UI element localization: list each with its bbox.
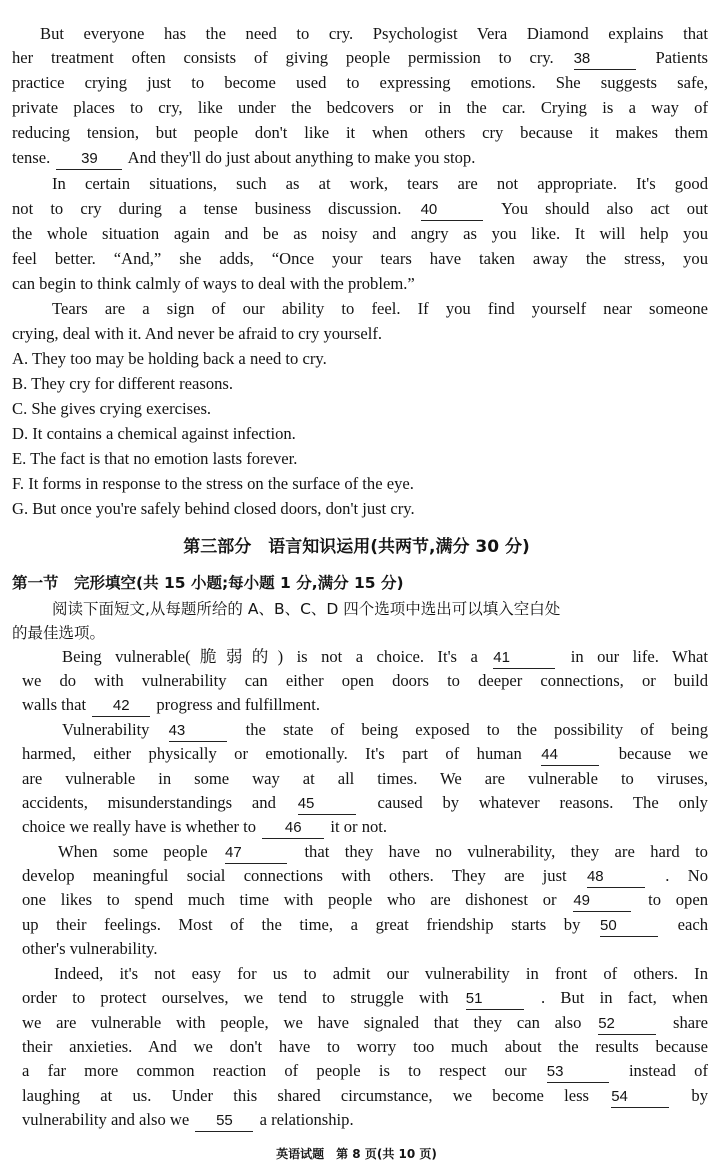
blank-38[interactable]: 38 (574, 49, 636, 70)
blank-48[interactable]: 48 (587, 867, 645, 888)
passage-line: Being vulnerable(脆弱的) is not a choice. It's a 41 in our life. What (12, 645, 708, 669)
passage-line: tense. 39 And they'll do just about anything to make you stop. (12, 146, 708, 170)
passage-line: Indeed, it's not easy for us to admit our vulnerability in front of others. In (54, 964, 708, 983)
passage-line: are vulnerable in some way at all times. We are vulnerable to viruses, (22, 769, 708, 788)
blank-52[interactable]: 52 (598, 1014, 656, 1035)
passage-line: vulnerability and also we 55 a relationship. (12, 1108, 708, 1132)
passage-line: we are vulnerable with people, we have signaled that they can also 52 share (12, 1011, 708, 1035)
blank-41[interactable]: 41 (493, 648, 555, 669)
passage-line: crying, deal with it. And never be afraid to cry yourself. (12, 324, 383, 343)
passage-line: order to protect ourselves, we tend to struggle with 51 . But in fact, when (12, 986, 708, 1010)
blank-49[interactable]: 49 (573, 891, 631, 912)
passage-line: not to cry during a tense business discussion. 40 You should also act out (12, 197, 708, 221)
option-c: C. She gives crying exercises. (12, 399, 212, 418)
blank-46[interactable]: 46 (262, 818, 324, 839)
passage-line: Tears are a sign of our ability to feel. If you find yourself near someone (52, 299, 708, 318)
cloze-heading: 第一节 完形填空(共 15 小题;每小题 1 分,满分 15 分) (12, 574, 404, 592)
blank-54[interactable]: 54 (611, 1087, 669, 1108)
option-g: G. But once you're safely behind closed doors, don't just cry. (12, 499, 415, 518)
passage-line: private places to cry, like under the bedcovers or in the car. Crying is a way of (12, 98, 708, 117)
passage-line: practice crying just to become used to expressing emotions. She suggests safe, (12, 73, 708, 92)
passage-line: walls that 42 progress and fulfillment. (12, 693, 708, 717)
passage-line: choice we really have is whether to 46 it or not. (12, 815, 708, 839)
section-heading: 第三部分 语言知识运用(共两节,满分 30 分) (183, 537, 530, 557)
option-a: A. They too may be holding back a need to cry. (12, 349, 327, 368)
passage-line: a far more common reaction of people is to respect our 53 instead of (12, 1059, 708, 1083)
option-b: B. They cry for different reasons. (12, 374, 234, 393)
blank-51[interactable]: 51 (466, 989, 524, 1010)
blank-50[interactable]: 50 (600, 916, 658, 937)
passage-line: up their feelings. Most of the time, a great friendship starts by 50 each (12, 913, 708, 937)
blank-55[interactable]: 55 (195, 1111, 253, 1132)
passage-line: feel better. “And,” she adds, “Once your tears have taken away the stress, you (12, 249, 708, 268)
blank-42[interactable]: 42 (92, 696, 150, 717)
passage-line: can begin to think calmly of ways to deal with the problem.” (12, 274, 415, 293)
page-footer: 英语试题 第 8 页(共 10 页) (276, 1147, 437, 1161)
blank-44[interactable]: 44 (541, 745, 599, 766)
instruction: 阅读下面短文,从每题所给的 A、B、C、D 四个选项中选出可以填入空白处 (52, 600, 561, 618)
instruction: 的最佳选项。 (12, 624, 106, 642)
passage-line: other's vulnerability. (22, 939, 158, 958)
passage-line: When some people 47 that they have no vulnerability, they are hard to (12, 840, 708, 864)
blank-39[interactable]: 39 (56, 149, 122, 170)
blank-53[interactable]: 53 (547, 1062, 609, 1083)
passage-line: reducing tension, but people don't like it when others cry because it makes them (12, 123, 708, 142)
passage-line: harmed, either physically or emotionally. It's part of human 44 because we (12, 742, 708, 766)
passage-line: we do with vulnerability can either open doors to deeper connections, or build (22, 671, 708, 690)
blank-40[interactable]: 40 (421, 200, 483, 221)
passage-line: But everyone has the need to cry. Psychologist Vera Diamond explains that (40, 24, 708, 43)
passage-line: Vulnerability 43 the state of being exposed to the possibility of being (12, 718, 708, 742)
passage-line: accidents, misunderstandings and 45 caused by whatever reasons. The only (12, 791, 708, 815)
passage-line: one likes to spend much time with people who are dishonest or 49 to open (12, 888, 708, 912)
passage-line: their anxieties. And we don't have to worry too much about the results because (22, 1037, 708, 1056)
passage-line: In certain situations, such as at work, tears are not appropriate. It's good (52, 174, 708, 193)
option-e: E. The fact is that no emotion lasts forever. (12, 449, 298, 468)
option-d: D. It contains a chemical against infection. (12, 424, 296, 443)
option-f: F. It forms in response to the stress on the surface of the eye. (12, 474, 414, 493)
passage-line: develop meaningful social connections with others. They are just 48 . No (12, 864, 708, 888)
passage-line: laughing at us. Under this shared circumstance, we become less 54 by (12, 1084, 708, 1108)
blank-47[interactable]: 47 (225, 843, 287, 864)
passage-line: her treatment often consists of giving people permission to cry. 38 Patients (12, 46, 708, 70)
passage-line: the whole situation again and be as noisy and angry as you like. It will help you (12, 224, 708, 243)
blank-43[interactable]: 43 (169, 721, 227, 742)
blank-45[interactable]: 45 (298, 794, 356, 815)
